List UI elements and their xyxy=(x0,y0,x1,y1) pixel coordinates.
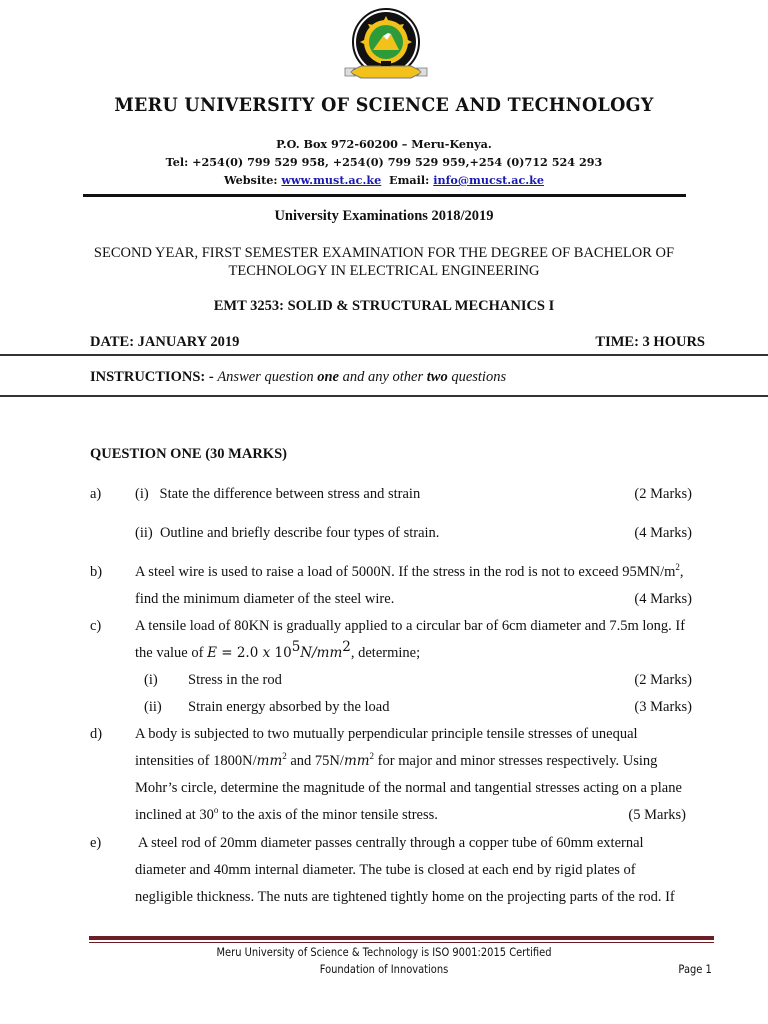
question-d-line4-a: inclined at 30 xyxy=(135,807,214,823)
instructions-text-3: questions xyxy=(451,369,507,385)
instructions-text-1: Answer question xyxy=(217,369,314,385)
instructions xyxy=(90,369,705,386)
website-label: Website: xyxy=(223,173,278,187)
footer-motto: Foundation of Innovations xyxy=(319,962,449,976)
question-d-line2 xyxy=(135,753,705,770)
question-d-label: d) xyxy=(90,726,103,742)
question-b-sup: 2 xyxy=(675,562,680,572)
equation-times: x xyxy=(262,645,271,661)
instructions-bold-2: two xyxy=(426,369,448,385)
question-d-line2-c: for major and minor stresses respectively. Using xyxy=(374,753,658,769)
question-d-line1: A body is subjected to two mutually perpendicular principle tensile stresses of unequal xyxy=(135,726,638,742)
question-c-label: c) xyxy=(90,618,102,634)
question-a-label: a) xyxy=(90,486,102,502)
question-e-line2: diameter and 40mm internal diameter. The tube is closed at each end by rigid plates of xyxy=(135,862,636,878)
question-d-line4 xyxy=(135,807,705,824)
exam-title-line1: SECOND YEAR, FIRST SEMESTER EXAMINATION FOR THE DEGREE OF BACHELOR OF xyxy=(93,245,675,261)
question-one-heading: QUESTION ONE (30 MARKS) xyxy=(90,446,287,462)
instructions-divider xyxy=(0,395,768,397)
instructions-text-2: and any other xyxy=(342,369,424,385)
question-b-line1 xyxy=(135,564,735,581)
date-divider xyxy=(0,354,768,356)
telephone-numbers: Tel: +254(0) 799 529 958, +254(0) 799 529 959,+254 (0)712 524 293 xyxy=(165,155,603,169)
question-b-line2: find the minimum diameter of the steel wire. xyxy=(135,591,395,607)
unit-mm-2: mm xyxy=(343,753,370,769)
question-c-i-label: (i) xyxy=(144,672,158,688)
question-b-marks: (4 Marks) xyxy=(634,591,692,607)
question-d-marks: (5 Marks) xyxy=(628,807,686,823)
question-d-line2-a: intensities of 1800N/ xyxy=(135,753,257,769)
page-number: Page 1 xyxy=(678,962,712,976)
question-c-i-marks: (2 Marks) xyxy=(634,672,692,688)
exam-duration: TIME: 3 HOURS xyxy=(595,334,705,350)
question-b-line1-end: , xyxy=(679,564,684,580)
equation-value: = 2.0 xyxy=(216,645,263,661)
question-c-line1: A tensile load of 80KN is gradually applied to a circular bar of 6cm diameter and 7.5m long. If xyxy=(135,618,686,634)
equation-E: E xyxy=(207,645,217,661)
footer-rule-thin xyxy=(89,942,714,943)
website-link[interactable]: www.must.ac.ke xyxy=(281,173,382,187)
question-c-ii-marks: (3 Marks) xyxy=(634,699,692,715)
exam-date: DATE: JANUARY 2019 xyxy=(90,334,240,350)
email-link[interactable]: info@mucst.ac.ke xyxy=(433,173,545,187)
equation-unit: N/mm xyxy=(300,645,343,661)
degree-symbol: o xyxy=(213,805,219,815)
question-d-line4-b: to the axis of the minor tensile stress. xyxy=(218,807,438,823)
question-a-i-marks: (2 Marks) xyxy=(634,486,692,502)
instructions-label: INSTRUCTIONS: - xyxy=(90,369,214,385)
email-label: Email: xyxy=(389,173,430,187)
footer-iso-certification: Meru University of Science & Technology is ISO 9001:2015 Certified xyxy=(216,945,552,959)
question-b-line1-text: A steel wire is used to raise a load of 5000N. If the stress in the rod is not to exceed 95MN/m xyxy=(135,564,676,580)
question-d-line2-b: and 75N/ xyxy=(286,753,344,769)
unit-exponent-2: 2 xyxy=(369,751,375,761)
question-c-line2-post: , determine; xyxy=(350,645,421,661)
footer-rule-thick xyxy=(89,936,714,940)
header-divider xyxy=(83,194,686,197)
question-c-line2 xyxy=(135,639,705,662)
question-d-line3: Mohr’s circle, determine the magnitude of the normal and tangential stresses acting on a plane xyxy=(135,780,682,796)
question-c-ii-label: (ii) xyxy=(144,699,162,715)
university-name: MERU UNIVERSITY OF SCIENCE AND TECHNOLOGY xyxy=(114,95,654,117)
question-e-line1: A steel rod of 20mm diameter passes centrally through a copper tube of 60mm external xyxy=(135,835,644,851)
university-logo xyxy=(341,6,431,92)
question-e-label: e) xyxy=(90,835,102,851)
question-a-ii-marks: (4 Marks) xyxy=(634,525,692,541)
question-a-ii-text: (ii) Outline and briefly describe four types of strain. xyxy=(135,525,440,541)
equation-unit-exponent: 2 xyxy=(342,639,351,655)
exam-session: University Examinations 2018/2019 xyxy=(274,208,494,224)
date-time-row xyxy=(90,334,705,351)
unit-exponent: 2 xyxy=(282,751,287,761)
question-c-line2-pre: the value of xyxy=(135,645,204,661)
postal-address: P.O. Box 972-60200 – Meru-Kenya. xyxy=(276,137,492,151)
question-b-label: b) xyxy=(90,564,103,580)
equation-ten: 10 xyxy=(270,645,292,661)
website-email-line xyxy=(0,173,768,187)
question-e-line3: negligible thickness. The nuts are tightened tightly home on the projecting parts of the rod. If xyxy=(135,889,675,905)
question-a-i-text: (i) State the difference between stress and strain xyxy=(135,486,421,502)
course-title: EMT 3253: SOLID & STRUCTURAL MECHANICS I xyxy=(213,298,555,314)
question-c-i-text: Stress in the rod xyxy=(188,672,282,688)
instructions-bold-1: one xyxy=(317,369,339,385)
question-c-ii-text: Strain energy absorbed by the load xyxy=(188,699,390,715)
unit-mm: mm xyxy=(256,753,283,769)
equation-exponent: 5 xyxy=(291,639,301,655)
exam-title-line2: TECHNOLOGY IN ELECTRICAL ENGINEERING xyxy=(228,263,540,279)
